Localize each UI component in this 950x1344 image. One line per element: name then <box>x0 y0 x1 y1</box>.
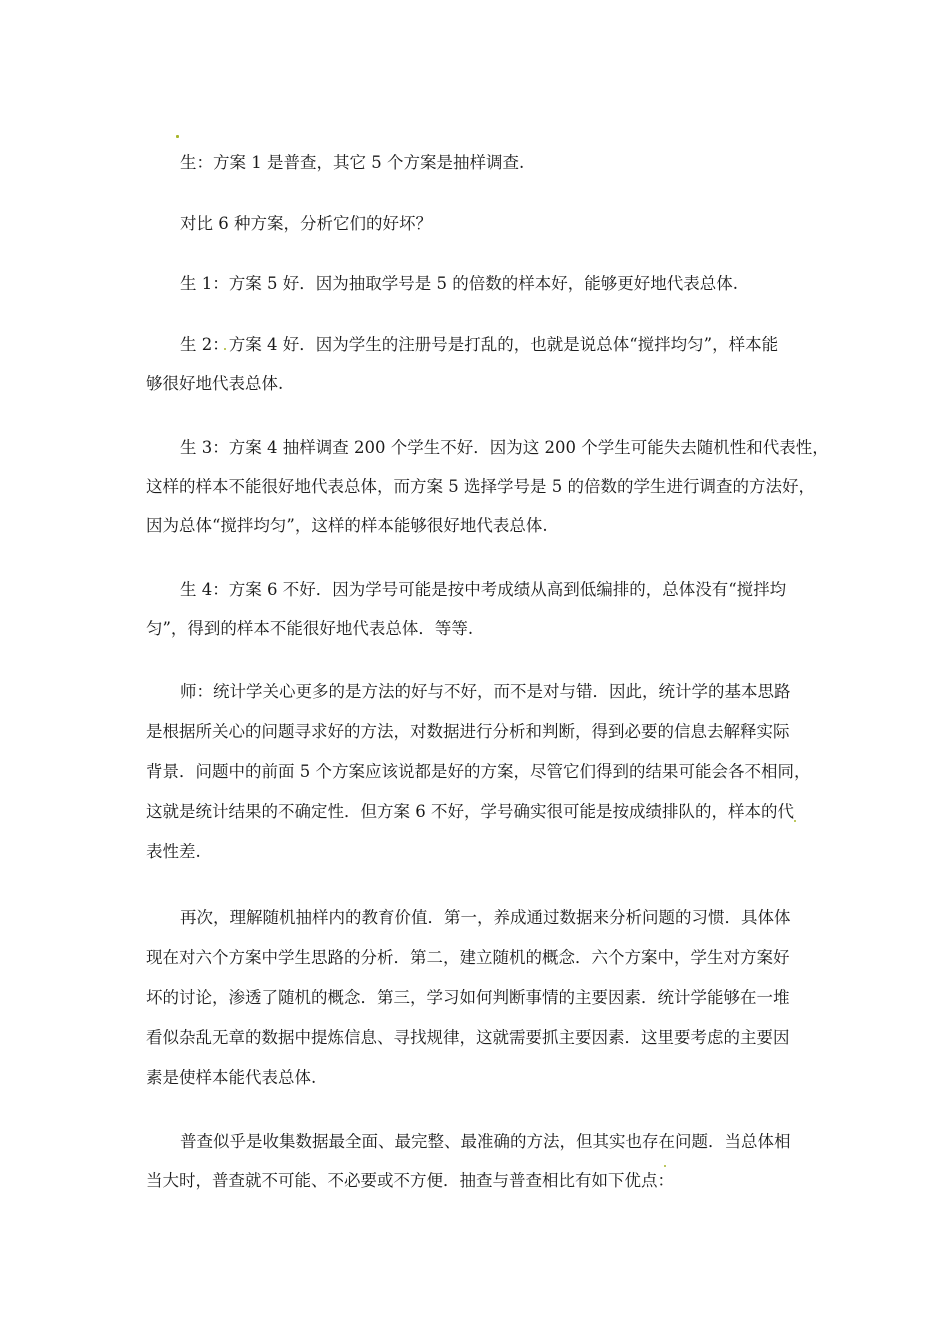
text-line: 背景．问题中的前面 5 个方案应该说都是好的方案，尽管它们得到的结果可能会各不相同， <box>146 762 811 781</box>
text-line: 匀”，得到的样本不能很好地代表总体．等等. <box>146 619 474 638</box>
text-line: 生 2：方案 4 好．因为学生的注册号是打乱的，也就是说总体“搅拌均匀”，样本能 <box>180 335 779 354</box>
paragraph-educational-value <box>146 906 810 1090</box>
paragraph-student-1 <box>146 272 810 296</box>
paragraph-question <box>146 212 810 236</box>
text-line: 这样的样本不能很好地代表总体，而方案 5 选择学号是 5 的倍数的学生进行调查的方法好， <box>146 477 815 496</box>
text-line: 坏的讨论，渗透了随机的概念．第三，学习如何判断事情的主要因素．统计学能够在一堆 <box>146 988 790 1007</box>
text-line: 表性差. <box>146 842 201 861</box>
scan-speck <box>176 135 179 138</box>
text-line: 生 3：方案 4 抽样调查 200 个学生不好．因为这 200 个学生可能失去随机性和代表性， <box>180 438 829 457</box>
text-line: 当大时，普查就不可能、不必要或不方便．抽查与普查相比有如下优点： <box>146 1171 674 1190</box>
text-line: 看似杂乱无章的数据中提炼信息、寻找规律，这就需要抓主要因素．这里要考虑的主要因 <box>146 1028 790 1047</box>
paragraph-student-3 <box>146 436 829 538</box>
text-line: 现在对六个方案中学生思路的分析．第二，建立随机的概念．六个方案中，学生对方案好 <box>146 948 790 967</box>
text-line: 够很好地代表总体. <box>146 374 284 393</box>
text-line: 因为总体“搅拌均匀”，这样的样本能够很好地代表总体. <box>146 516 548 535</box>
paragraph-census <box>146 1130 810 1193</box>
paragraph-student-answer <box>146 151 810 175</box>
text-line: 生：方案 1 是普查，其它 5 个方案是抽样调查. <box>180 153 525 172</box>
paragraph-student-4 <box>146 578 810 641</box>
text-line: 素是使样本能代表总体. <box>146 1068 317 1087</box>
text-line: 再次，理解随机抽样内的教育价值．第一，养成通过数据来分析问题的习惯．具体体 <box>180 908 791 927</box>
paragraph-student-2 <box>146 333 810 396</box>
text-line: 师：统计学关心更多的是方法的好与不好，而不是对与错．因此，统计学的基本思路 <box>180 682 791 701</box>
text-line: 这就是统计结果的不确定性．但方案 6 不好，学号确实很可能是按成绩排队的，样本的代 <box>146 802 794 821</box>
text-line: 生 4：方案 6 不好．因为学号可能是按中考成绩从高到低编排的，总体没有“搅拌均 <box>180 580 787 599</box>
paragraph-teacher <box>146 680 810 864</box>
text-line: 生 1：方案 5 好．因为抽取学号是 5 的倍数的样本好，能够更好地代表总体. <box>180 274 738 293</box>
text-line: 是根据所关心的问题寻求好的方法，对数据进行分析和判断，得到必要的信息去解释实际 <box>146 722 790 741</box>
text-line: 对比 6 种方案，分析它们的好坏？ <box>180 214 432 233</box>
text-line: 普查似乎是收集数据最全面、最完整、最准确的方法，但其实也存在问题．当总体相 <box>180 1132 791 1151</box>
